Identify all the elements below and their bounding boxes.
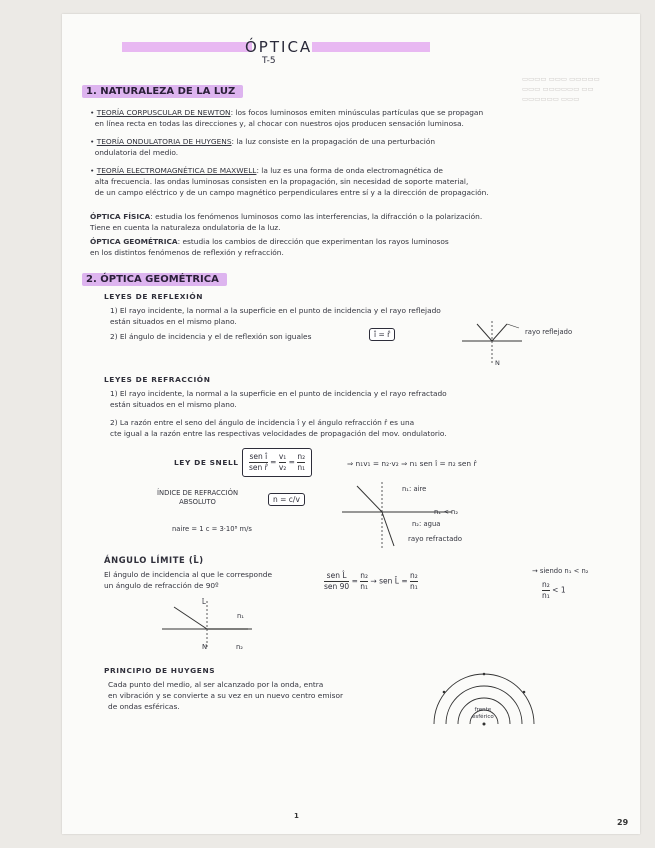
limite-condition: → siendo n₁ < n₂	[532, 567, 589, 575]
ley-refraccion-2-text: 2) La razón entre el seno del ángulo de incidencia î y el ángulo refracción r̂ es una	[110, 418, 415, 427]
limite-n2-b: n₂	[410, 571, 418, 580]
ley-snell-label: LEY DE SNELL	[174, 458, 239, 467]
section-heading-naturaleza: 1. NATURALEZA DE LA LUZ	[82, 85, 243, 98]
leyes-refraccion-title: LEYES DE REFRACCIÓN	[104, 375, 211, 384]
leyes-reflexion-title: LEYES DE REFLEXIÓN	[104, 292, 204, 301]
snell-n2: n₂	[297, 452, 306, 461]
teoria-ondulatoria-text: : la luz consiste en la propagación de una perturbación	[231, 137, 436, 146]
limite-diag-n2: n₂	[236, 643, 244, 651]
teoria-corpuscular-text-2: en línea recta en todas las direcciones y, al chocar con nuestros ojos producen sensación luminosa.	[94, 119, 464, 128]
ley-reflexion-2-text: 2) El ángulo de incidencia y el de reflexión son iguales	[110, 332, 312, 341]
section-heading-optica-geometrica: 2. ÓPTICA GEOMÉTRICA	[82, 273, 227, 286]
teoria-electromagnetica-label: TEORÍA ELECTROMAGNÉTICA DE MAXWELL	[96, 166, 257, 175]
teoria-electromagnetica-text-3: de un campo eléctrico y de un campo magnético perpendiculares entre sí y a la dirección de propagación.	[94, 188, 489, 197]
ley-reflexion-1	[110, 305, 610, 327]
refraccion-diag-ineq: n₁ < n₂	[434, 508, 459, 516]
optica-fisica-label: ÓPTICA FÍSICA	[90, 212, 151, 221]
refraccion-diag-n1: n₁: aire	[402, 485, 427, 493]
ley-refraccion-1-text: 1) El rayo incidente, la normal a la superficie en el punto de incidencia y el rayo refractado	[110, 389, 447, 398]
huygens-title: PRINCIPIO DE HUYGENS	[104, 666, 216, 675]
indice-label-2: ABSOLUTO	[179, 498, 216, 506]
optica-fisica-text-2: Tiene en cuenta la naturaleza ondulatoria de la luz.	[90, 223, 281, 232]
naire-constant: naire = 1 c = 3·10⁸ m/s	[172, 525, 252, 533]
ley-reflexion-1-text-2: están situados en el mismo plano.	[110, 317, 237, 326]
title-highlight-right	[312, 42, 430, 52]
bleed-through-text: ▭▭▭▭ ▭▭▭ ▭▭▭▭▭ ▭▭▭ ▭▭▭▭▭▭ ▭▭ ▭▭▭▭▭▭ ▭▭▭	[522, 75, 600, 103]
ley-refraccion-2	[110, 417, 630, 439]
refraccion-diag-n2: n₂: agua	[412, 520, 441, 528]
optica-geometrica-text: : estudia los cambios de dirección que experimentan los rayos luminosos	[177, 237, 449, 246]
optica-fisica-text: : estudia los fenómenos luminosos como las interferencias, la difracción o la polarización.	[150, 212, 483, 221]
notebook-page	[62, 14, 640, 834]
snell-result: ⇒ n₁v₁ = n₂·v₂ ⇒ n₁ sen î = n₂ sen r̂	[347, 459, 477, 468]
reflexion-diagram-label: rayo reflejado	[525, 328, 573, 336]
refraccion-diag-ray: rayo refractado	[408, 535, 463, 543]
reflexion-diagram-n: N	[495, 359, 500, 367]
teoria-corpuscular-text: : los focos luminosos emiten minúsculas partículas que se propagan	[230, 108, 484, 117]
huygens-diag-label-1: frente	[474, 707, 492, 713]
snell-sin-r: sen r̂	[249, 463, 268, 472]
huygens-diag-label	[472, 707, 494, 721]
limite-diag-n1: n₁	[237, 612, 245, 620]
indice-refraccion-label	[157, 489, 238, 507]
teoria-corpuscular: • TEORÍA CORPUSCULAR DE NEWTON: los focos luminosos emiten minúsculas partículas que se propagan en línea recta en todas las direcciones y, al chocar con nuestros ojos producen sensación luminosa.	[90, 108, 484, 128]
limite-n1-b: n₁	[410, 582, 418, 591]
teoria-ondulatoria: • TEORÍA ONDULATORIA DE HUYGENS: la luz consiste en la propagación de una perturbación ondulatoria del medio.	[90, 137, 436, 157]
snell-v1: v₁	[278, 452, 287, 461]
angulo-limite-text-1: El ángulo de incidencia al que le corresponde	[104, 570, 272, 579]
ley-refraccion-2-text-2: cte igual a la razón entre las respectivas velocidades de propagación del mov. ondulatorio.	[110, 429, 447, 438]
huygens-diag-label-2: esférico	[472, 714, 494, 720]
huygens-text-3: de ondas esféricas.	[108, 702, 180, 711]
title-highlight-left	[122, 42, 252, 52]
teoria-electromagnetica-text-2: alta frecuencia. las ondas luminosas consisten en la propagación, sin necesidad de soporte material,	[94, 177, 469, 186]
optica-geometrica-text-2: en los distintos fenómenos de reflexión y refracción.	[90, 248, 284, 257]
page-title: ÓPTICA	[245, 38, 313, 56]
limite-formula: $\frac{\text{sen L̂}}{\text{sen 90}}$ = $\frac{\text{n₂}}{\text{n₁}}$ → sen L̂ = $\frac{\text{n₂}}{\text{n₁}}$	[324, 571, 418, 591]
angulo-limite-title: ÁNGULO LÍMITE (L̂)	[104, 555, 204, 565]
ley-refraccion-1	[110, 388, 610, 410]
snell-n1: n₁	[297, 463, 306, 472]
limite-n2-c: n₂	[542, 580, 550, 589]
limite-diag-n: N	[202, 643, 208, 651]
angulo-limite-text-2: un ángulo de refracción de 90º	[104, 581, 219, 590]
limite-n1-c: n₁	[542, 591, 550, 600]
indice-label-1: ÍNDICE DE REFRACCIÓN	[157, 489, 239, 497]
teoria-electromagnetica: • TEORÍA ELECTROMAGNÉTICA DE MAXWELL: la luz es una forma de onda electromagnética de alta frecuencia. las ondas luminosas consisten en la propagación, sin necesidad de soporte material, de un campo eléctrico y de un campo magnético perpendiculares entre sí y a la dirección de propagación.	[90, 166, 489, 197]
page-subtitle: T-5	[262, 56, 276, 66]
huygens-text	[108, 679, 428, 712]
limite-f1-den: sen 90	[324, 582, 350, 591]
indice-formula-box: n = c/v	[268, 493, 305, 506]
teoria-ondulatoria-label: TEORÍA ONDULATORIA DE HUYGENS	[96, 137, 232, 146]
limite-n1-a: n₁	[360, 582, 369, 591]
reflexion-diagram	[457, 316, 527, 366]
limite-result: sen L̂ =	[379, 576, 408, 586]
ley-refraccion-1-text-2: están situados en el mismo plano.	[110, 400, 237, 409]
teoria-electromagnetica-text: : la luz es una forma de onda electromagnética de	[256, 166, 443, 175]
limite-f1-num: sen L̂	[324, 571, 349, 582]
limite-condition-2	[542, 580, 566, 601]
optica-geometrica-label: ÓPTICA GEOMÉTRICA	[90, 237, 178, 246]
limite-lt-one: < 1	[552, 585, 566, 595]
huygens-diagram	[424, 662, 544, 732]
optica-fisica	[90, 211, 635, 233]
center-mark: 1	[294, 812, 299, 820]
limite-diag-l: L̂	[202, 598, 206, 606]
limite-n2-a: n₂	[360, 571, 369, 580]
snell-v2: v₂	[278, 463, 287, 472]
ley-reflexion-2	[110, 331, 311, 342]
ley-reflexion-1-text: 1) El rayo incidente, la normal a la superficie en el punto de incidencia y el rayo reflejado	[110, 306, 441, 315]
snell-formula-box: $\frac{\text{sen î}}{\text{sen r̂}}$ = $\frac{\text{v₁}}{\text{v₂}}$ = $\frac{\text{n₂}}{\text{n₁}}$	[242, 448, 312, 477]
snell-sin-i: sen î	[249, 452, 268, 461]
teoria-corpuscular-label: TEORÍA CORPUSCULAR DE NEWTON	[96, 108, 231, 117]
teoria-ondulatoria-text-2: ondulatoria del medio.	[94, 148, 179, 157]
huygens-text-2: en vibración y se convierte a su vez en un nuevo centro emisor	[108, 691, 344, 700]
page-number: 29	[617, 818, 629, 827]
angulo-limite-def	[104, 569, 324, 591]
huygens-text-1: Cada punto del medio, al ser alcanzado por la onda, entra	[108, 680, 324, 689]
reflexion-equality-box: î = r̂	[369, 328, 395, 341]
optica-geometrica	[90, 236, 635, 258]
